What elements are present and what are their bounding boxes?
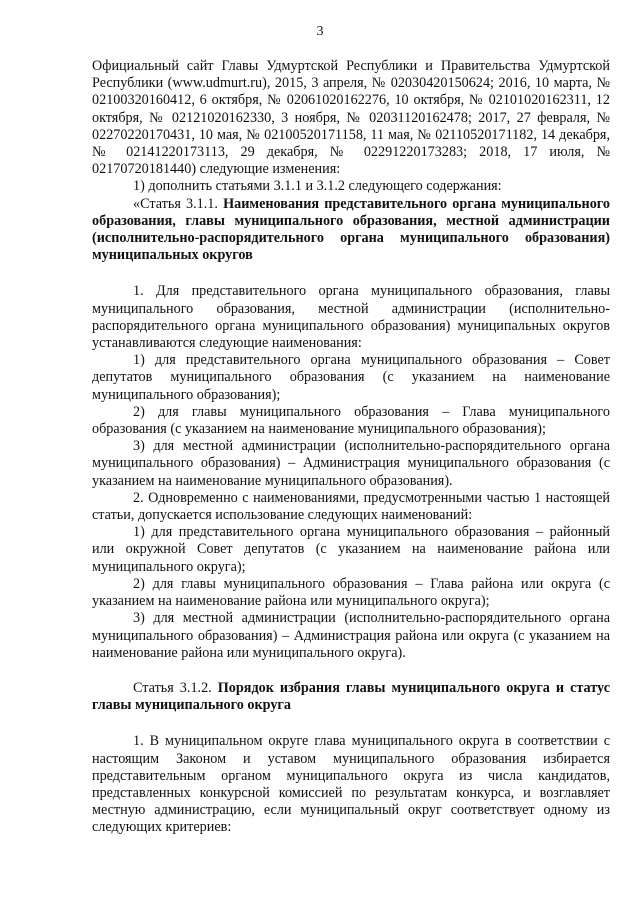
spacer <box>92 714 610 733</box>
article-3-1-1-paragraph: 2) для главы муниципального образования – Глава муниципального образования (с указанием на наименование муниципального образования); <box>92 403 610 438</box>
article-3-1-1-paragraph: 3) для местной администрации (исполнительно-распорядительного органа муниципального образования) – Администрация муниципального образования (с указанием на наименование муниципального образования). <box>92 438 610 489</box>
article-3-1-1-paragraph: 2. Одновременно с наименованиями, предусмотренными частью 1 настоящей статьи, допускается использование следующих наименований: <box>92 489 610 524</box>
article-3-1-1-paragraph: 2) для главы муниципального образования – Глава района или округа (с указанием на наименование района или муниципального округа); <box>92 575 610 610</box>
article-3-1-2-paragraph: 1. В муниципальном округе глава муниципального округа в соответствии с настоящим Законом и уставом муниципального образования избирается представительным органом муниципального округа из числа кандидатов, представленных конкурсной комиссией по результатам конкурса, и возглавляет местную администрацию, если муниципальный округ соответствует одному из следующих критериев: <box>92 733 610 836</box>
article-3-1-1-paragraph: 1) для представительного органа муниципального образования – Совет депутатов муниципального образования (с указанием на наименование муниципального образования); <box>92 352 610 403</box>
article-3-1-2-prefix: Статья 3.1.2. <box>133 679 218 696</box>
document-body <box>92 58 610 837</box>
amendment-line: 1) дополнить статьями 3.1.1 и 3.1.2 следующего содержания: <box>133 178 502 195</box>
article-3-1-1-heading <box>92 196 610 265</box>
article-3-1-1-paragraph: 3) для местной администрации (исполнительно-распорядительного органа муниципального образования) – Администрация района или округа (с указанием на наименование района или муниципального округа). <box>92 610 610 661</box>
article-3-1-1-paragraph: 1) для представительного органа муниципального образования – районный или окружной Совет депутатов (с указанием на наименование района или муниципального округа); <box>92 524 610 575</box>
spacer <box>92 264 610 283</box>
article-3-1-2-heading <box>92 680 610 714</box>
article-3-1-1-prefix: «Статья 3.1.1. <box>133 195 224 212</box>
article-3-1-2-title: Порядок избрания главы муниципального округа и статус главы муниципального округа <box>92 679 611 714</box>
intro-paragraph: Официальный сайт Главы Удмуртской Республики и Правительства Удмуртской Республики (www.udmurt.ru), 2015, 3 апреля, № 02030420150624; 2016, 10 марта, № 02100320160412, 6 октября, № 02061020162276, 10 октября, № 02101020162311, 12 октября, № 02121020162330, 3 ноября, № 02031120162478; 2017, 27 февраля, № 02270220170431, 10 мая, № 02100520171158, 11 мая, № 02110520171182, 14 декабря, № 02141220173113, 29 декабря, № 02291220173283; 2018, 17 июля, № 02170720181440) следующие изменения: <box>92 58 610 178</box>
page-number: 3 <box>316 24 324 39</box>
article-3-1-1-paragraph: 1. Для представительного органа муниципального образования, главы муниципального образования, местной администрации (исполнительно-распорядительного органа муниципального образования) муниципальных округов устанавливаются следующие наименования: <box>92 283 610 352</box>
spacer <box>92 662 610 680</box>
article-3-1-1-title: Наименования представительного органа муниципального образования, главы муниципального образования, местной администрации (исполнительно-распорядительного органа муниципального образования) муниципальных округов <box>92 195 610 264</box>
